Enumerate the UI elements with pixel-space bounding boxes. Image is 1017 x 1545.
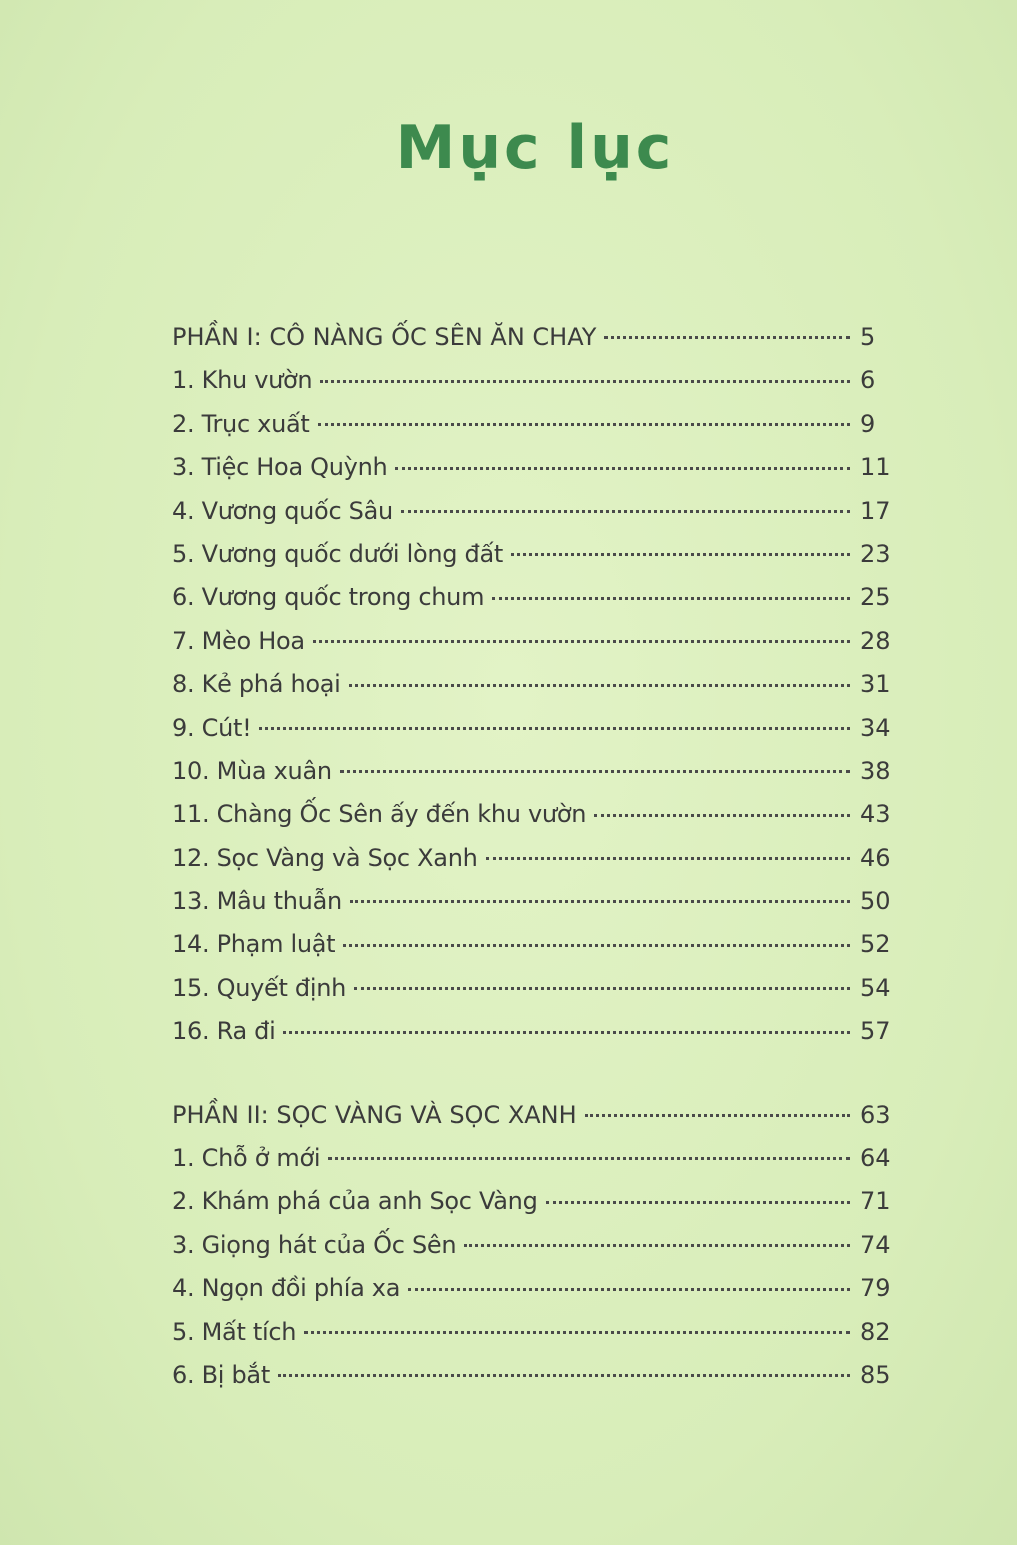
toc-part-2 bbox=[172, 1094, 892, 1398]
toc-entry-page: 6 bbox=[860, 366, 876, 395]
dot-leader bbox=[408, 1288, 850, 1291]
toc-chapter-entry[interactable] bbox=[172, 620, 892, 663]
toc-chapter-entry[interactable] bbox=[172, 1010, 892, 1053]
toc-entry-label: 9. Cút! bbox=[172, 713, 252, 742]
toc-entry-page: 57 bbox=[860, 1017, 891, 1046]
toc-entry-label: 2. Trục xuất bbox=[172, 409, 310, 438]
toc-part-heading[interactable] bbox=[172, 1094, 892, 1137]
dot-leader bbox=[546, 1201, 850, 1204]
toc-entry-page: 9 bbox=[860, 409, 876, 438]
dot-leader bbox=[340, 770, 850, 773]
toc-part-1 bbox=[172, 316, 892, 1054]
toc-entry-page: 71 bbox=[860, 1187, 891, 1216]
dot-leader bbox=[259, 727, 850, 730]
dot-leader bbox=[486, 857, 850, 860]
dot-leader bbox=[304, 1331, 850, 1334]
toc-entry-label: 4. Vương quốc Sâu bbox=[172, 496, 393, 525]
toc-entry-label: 13. Mâu thuẫn bbox=[172, 887, 342, 916]
toc-entry-page: 52 bbox=[860, 930, 891, 959]
toc-chapter-entry[interactable] bbox=[172, 1311, 892, 1354]
page-title: Mục lục bbox=[395, 113, 675, 183]
dot-leader bbox=[354, 987, 850, 990]
toc-chapter-entry[interactable] bbox=[172, 1267, 892, 1310]
dot-leader bbox=[492, 597, 850, 600]
dot-leader bbox=[343, 944, 850, 947]
toc-chapter-entry[interactable] bbox=[172, 837, 892, 880]
toc-entry-page: 31 bbox=[860, 670, 891, 699]
toc-entry-label: 12. Sọc Vàng và Sọc Xanh bbox=[172, 843, 478, 872]
toc-entry-page: 17 bbox=[860, 496, 891, 525]
toc-entry-label: 3. Giọng hát của Ốc Sên bbox=[172, 1230, 457, 1259]
toc-entry-page: 25 bbox=[860, 583, 891, 612]
toc-entry-label: 16. Ra đi bbox=[172, 1017, 276, 1046]
dot-leader bbox=[604, 336, 850, 339]
toc-entry-page: 82 bbox=[860, 1317, 891, 1346]
toc-entry-page: 50 bbox=[860, 887, 891, 916]
dot-leader bbox=[395, 467, 850, 470]
toc-chapter-entry[interactable] bbox=[172, 1224, 892, 1267]
toc-entry-label: 4. Ngọn đồi phía xa bbox=[172, 1274, 401, 1303]
toc-entry-label: 15. Quyết định bbox=[172, 973, 347, 1002]
toc-chapter-entry[interactable] bbox=[172, 490, 892, 533]
dot-leader bbox=[328, 1157, 850, 1160]
toc-chapter-entry[interactable] bbox=[172, 1354, 892, 1397]
toc-entry-label: 1. Khu vườn bbox=[172, 366, 313, 395]
dot-leader bbox=[313, 640, 850, 643]
toc-entry-label: 7. Mèo Hoa bbox=[172, 626, 305, 655]
toc-chapter-entry[interactable] bbox=[172, 967, 892, 1010]
toc-entry-label: PHẦN II: SỌC VÀNG VÀ SỌC XANH bbox=[172, 1100, 577, 1129]
toc-part-heading[interactable] bbox=[172, 316, 892, 359]
toc-entry-page: 54 bbox=[860, 973, 891, 1002]
toc-chapter-entry[interactable] bbox=[172, 446, 892, 489]
toc-chapter-entry[interactable] bbox=[172, 1137, 892, 1180]
toc-entry-page: 79 bbox=[860, 1274, 891, 1303]
toc-chapter-entry[interactable] bbox=[172, 707, 892, 750]
toc-chapter-entry[interactable] bbox=[172, 1180, 892, 1223]
dot-leader bbox=[278, 1374, 850, 1377]
toc-entry-label: 6. Vương quốc trong chum bbox=[172, 583, 485, 612]
toc-entry-page: 28 bbox=[860, 626, 891, 655]
toc-entry-label: PHẦN I: CÔ NÀNG ỐC SÊN ĂN CHAY bbox=[172, 323, 597, 351]
toc-entry-label: 1. Chỗ ở mới bbox=[172, 1144, 321, 1173]
dot-leader bbox=[585, 1114, 850, 1117]
dot-leader bbox=[464, 1244, 850, 1247]
toc-entry-page: 43 bbox=[860, 800, 891, 829]
toc-entry-page: 38 bbox=[860, 756, 891, 785]
dot-leader bbox=[511, 553, 850, 556]
toc-entry-label: 11. Chàng Ốc Sên ấy đến khu vườn bbox=[172, 800, 587, 829]
toc-chapter-entry[interactable] bbox=[172, 533, 892, 576]
toc-entry-page: 11 bbox=[860, 453, 891, 482]
toc-chapter-entry[interactable] bbox=[172, 793, 892, 836]
table-of-contents bbox=[172, 316, 892, 1397]
toc-entry-label: 5. Mất tích bbox=[172, 1317, 297, 1346]
dot-leader bbox=[320, 380, 850, 383]
toc-chapter-entry[interactable] bbox=[172, 576, 892, 619]
toc-entry-page: 63 bbox=[860, 1100, 891, 1129]
dot-leader bbox=[318, 423, 851, 426]
toc-chapter-entry[interactable] bbox=[172, 359, 892, 402]
toc-entry-label: 14. Phạm luật bbox=[172, 930, 336, 959]
toc-entry-label: 10. Mùa xuân bbox=[172, 756, 332, 785]
toc-entry-page: 5 bbox=[860, 323, 876, 351]
toc-chapter-entry[interactable] bbox=[172, 880, 892, 923]
toc-entry-label: 3. Tiệc Hoa Quỳnh bbox=[172, 453, 388, 482]
toc-entry-label: 5. Vương quốc dưới lòng đất bbox=[172, 539, 503, 568]
toc-chapter-entry[interactable] bbox=[172, 750, 892, 793]
toc-entry-page: 85 bbox=[860, 1360, 891, 1389]
toc-chapter-entry[interactable] bbox=[172, 403, 892, 446]
toc-entry-page: 34 bbox=[860, 713, 891, 742]
toc-entry-label: 8. Kẻ phá hoại bbox=[172, 670, 341, 699]
toc-entry-label: 2. Khám phá của anh Sọc Vàng bbox=[172, 1187, 538, 1216]
toc-chapter-entry[interactable] bbox=[172, 923, 892, 966]
dot-leader bbox=[350, 900, 850, 903]
dot-leader bbox=[349, 684, 850, 687]
toc-entry-label: 6. Bị bắt bbox=[172, 1360, 270, 1389]
toc-entry-page: 23 bbox=[860, 539, 891, 568]
toc-chapter-entry[interactable] bbox=[172, 663, 892, 706]
toc-entry-page: 74 bbox=[860, 1230, 891, 1259]
dot-leader bbox=[401, 510, 850, 513]
dot-leader bbox=[594, 814, 850, 817]
toc-entry-page: 46 bbox=[860, 843, 891, 872]
toc-entry-page: 64 bbox=[860, 1144, 891, 1173]
dot-leader bbox=[283, 1031, 850, 1034]
